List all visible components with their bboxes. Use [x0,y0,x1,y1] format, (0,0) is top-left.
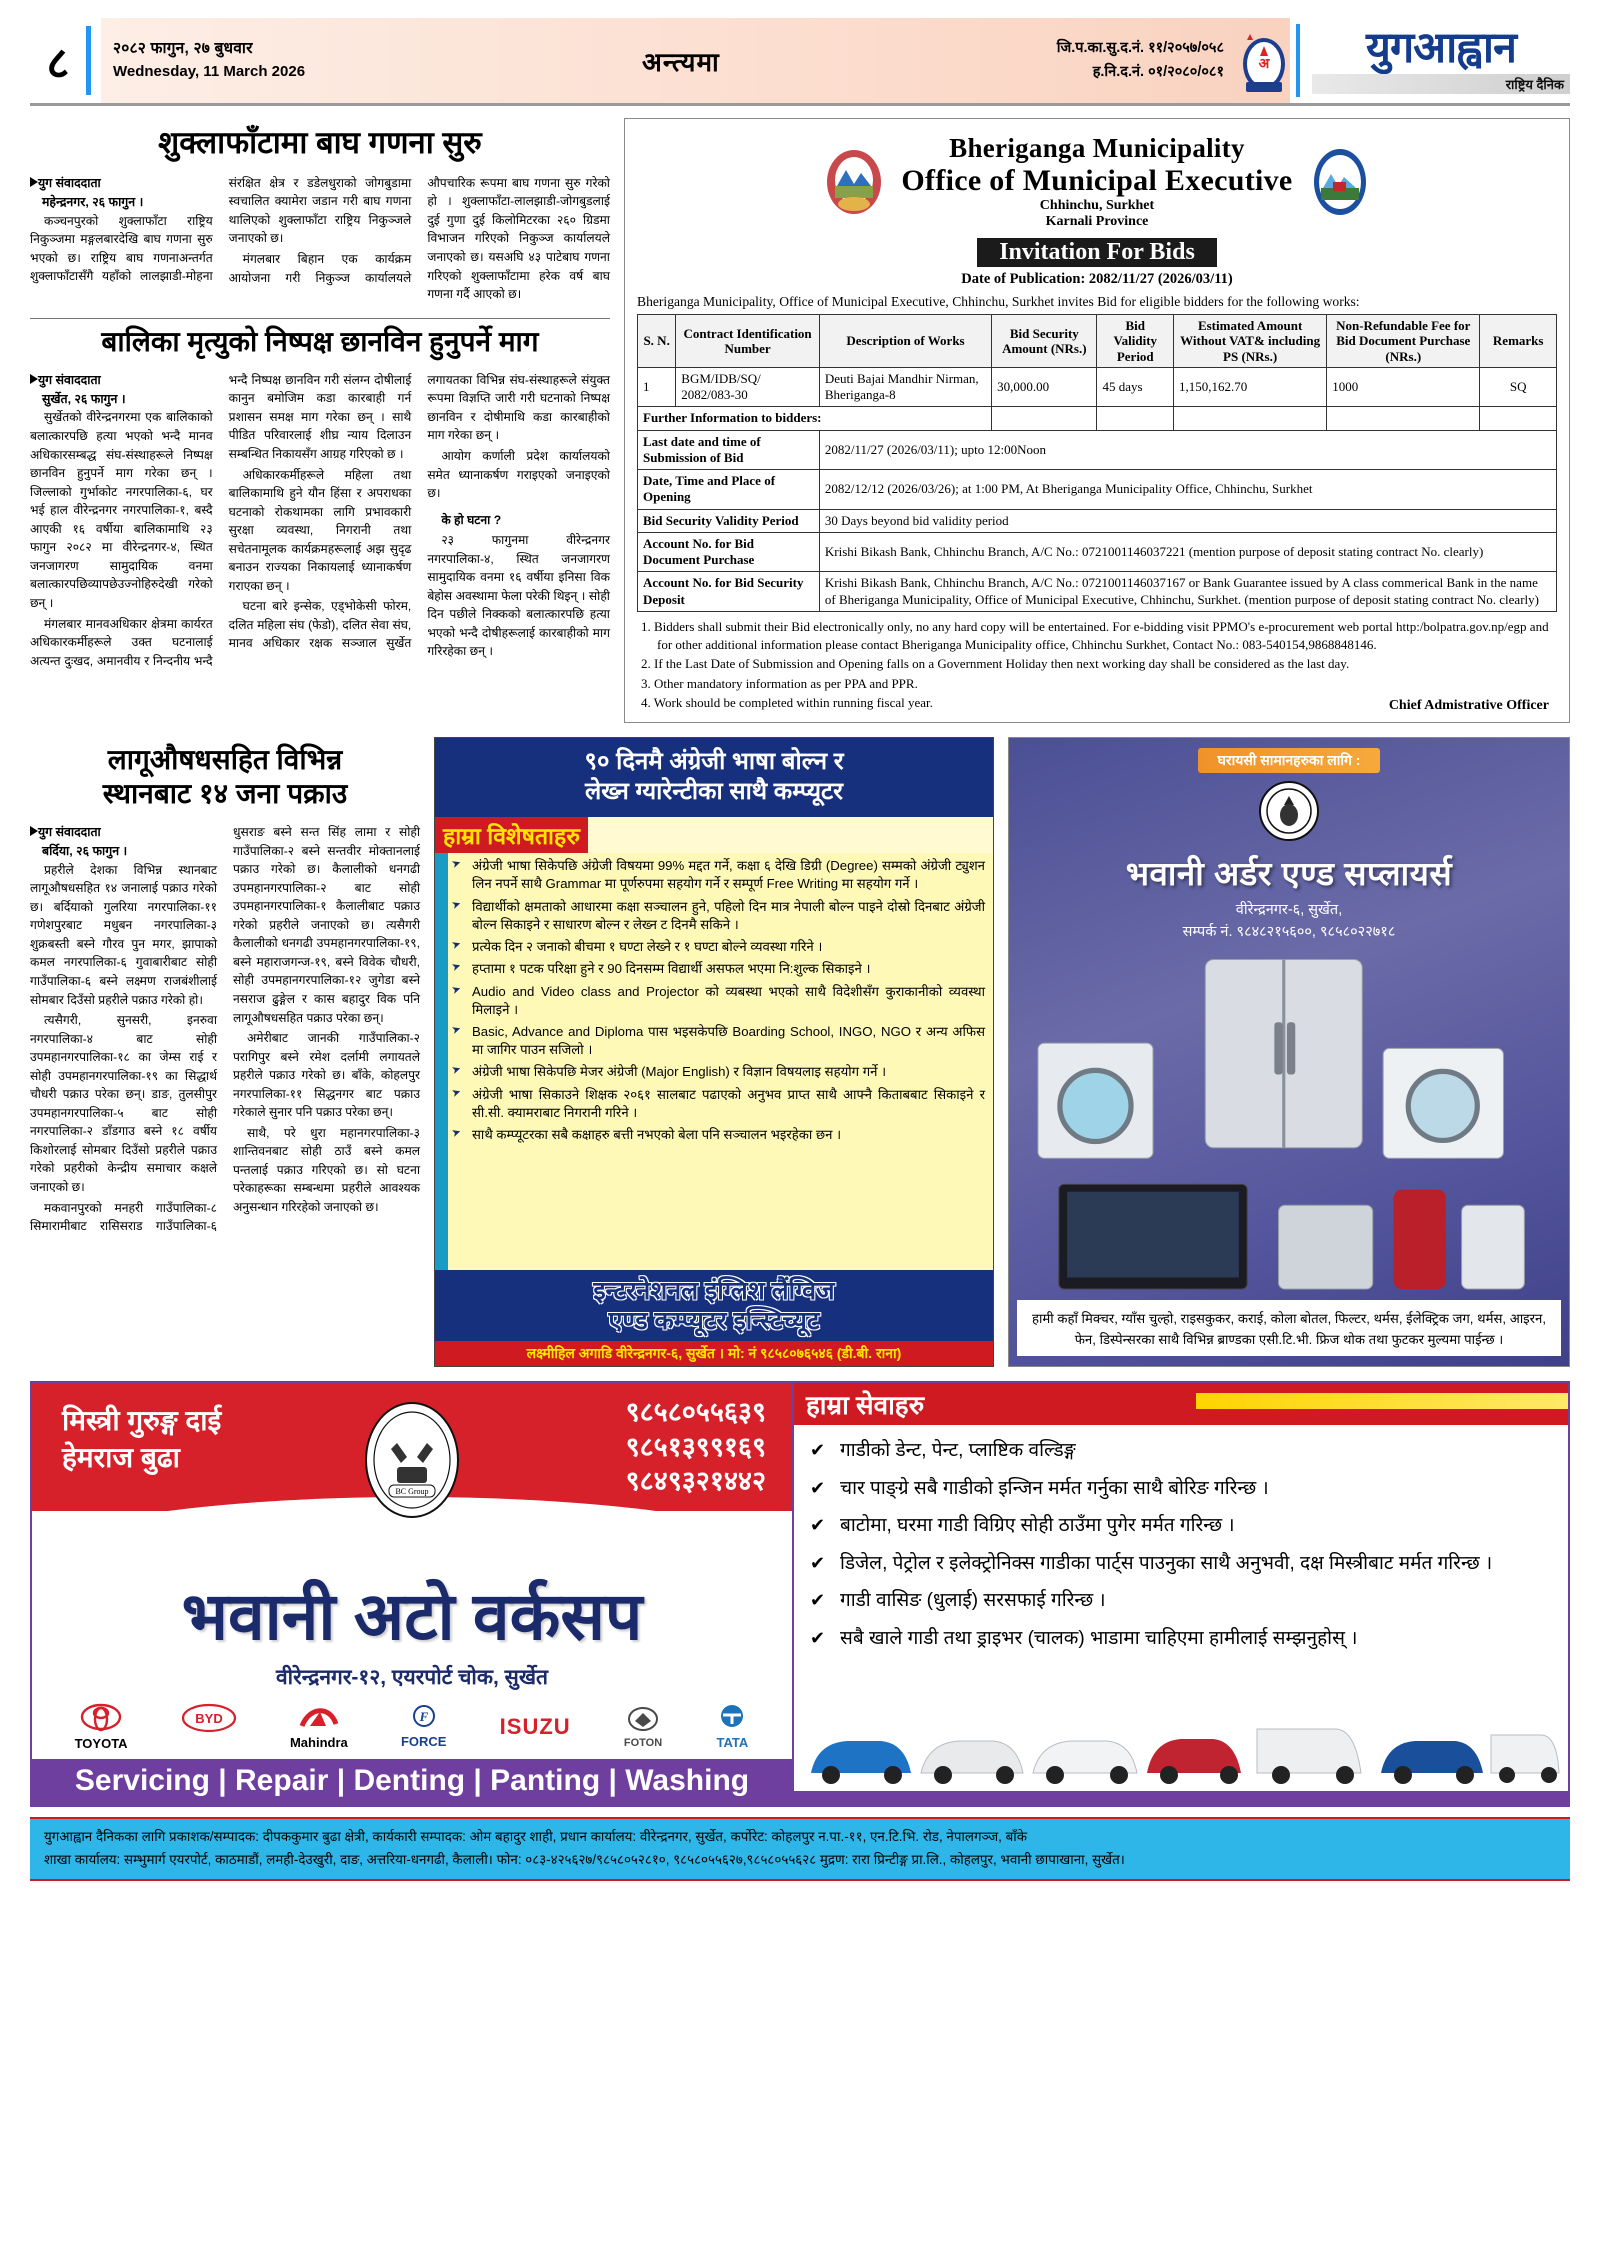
masthead-date [101,38,305,82]
byline-place: सुर्खेत, २६ फागुन । [42,391,126,406]
article-body-drug-arrests [30,823,420,1236]
bhawani-seal-icon [1258,780,1320,842]
byline-place: महेन्द्रनगर, २६ फागुन । [42,194,144,209]
list-item: ➤ हप्तामा १ पटक परिक्षा हुने र 90 दिनसम्म विद्यार्थी असफल भएमा नि:शुल्क सिकाइने । [452,960,985,978]
institute-name-line-2: एण्ड कम्प्यूटर इन्स्टिच्यूट [608,1307,820,1336]
article-drug-arrests [30,737,420,1367]
services-bottom-bar [794,1791,1568,1805]
notice-header [637,133,1557,230]
td-further-info: Further Information to bidders: [638,407,992,430]
brand-logos [32,1703,792,1759]
notice-address: Chhinchu, Surkhet [1039,198,1155,213]
list-item: ➤ अंग्रेजी भाषा सिकाउने शिक्षक २०६१ सालबाट पढाएको अनुभव प्राप्त साथै आफ्नै किताबबाट सिकाइने र सी.सी. क्यामराबाट निगरानी गरिने । [452,1086,985,1122]
paragraph: मकवानपुरको मनहरी गाउँपालिका-८ सिमारामीबाट रासिसराड गाउँपालिका-६ धुसराङ बस्ने सन्त सिंह लामा र सोही गाउँपालिका-२ बस्ने सन्तवीर मोक्तानलाई पक्राउ गरेको छ। कैलालीको धनगढी उपमहानगरपालिका-२ बाट सोही उपमहानगरपालिका-१ कैलालीबाट पक्राउ गरेको प्रहरीले जनाएको छ। त्यसैगरी कैलालीको धनगढी उपमहानगरपालिका-१९, बस्ने महाराजगन्ज-१९, बस्ने विवेक चौधरी, सोही उपमहानगरपालिका-१२ जुगेडा बस्ने नसराज ढुङ्गेल र कास बहादुर विक पनि लागूऔषधसहित पक्राउ परेका छन्। [30,825,420,1234]
list-item: ➤ साथै कम्प्यूटरका सबै कक्षाहरु बत्ती नभएको बेला पनि सञ्चालन भइरहेका छन । [452,1126,985,1144]
td-info-label: Bid Security Validity Period [638,509,820,532]
mechanic-names [62,1403,221,1477]
table-header-row [638,315,1557,368]
th-sn: S. N. [638,315,676,368]
td-info-value: Krishi Bikash Bank, Chhinchu Branch, A/C No.: 0721001146037167 or Bank Guarantee issued by A class commerical Bank in the name of Bheriganga Municipality, Office of Municipal Executive, Chhinchu, Surkhet. (mention purpose of deposit stating contract No. clearly) [819,572,1556,612]
list-item: ✔ सबै खाले गाडी तथा ड्राइभर (चालक) भाडामा चाहिएमा हामीलाई सम्झनुहोस् । [810,1625,1552,1654]
masthead-divider-2 [1296,24,1300,97]
masthead-divider [86,26,91,95]
table-row-further-info [638,407,1557,430]
ad-features-list [435,853,993,1270]
ad-institute-name [435,1270,993,1341]
td-empty [1327,407,1480,430]
press-council-emblem-icon [1238,24,1290,98]
note-item: 3. Other mandatory information as per PPA and PPR. [641,675,918,691]
footer-line-2: शाखा कार्यालय: सम्भुमार्ग एयरपोर्ट, काठमाडौं, लमही-देउखुरी, दाङ, अत्तरिया-धनगढी, कैलाली। फोन: ०८३-४२५६२७/९८५८०५२८१०, ९८५८०५५६२७,९८५८०५५६२८ मुद्रण: रारा प्रिन्टीङ्ग प्रा.लि., कोहलपुर, भवानी छापाखाना, सुर्खेत। [44,1851,1125,1867]
byline-name: युग संवाददाता [38,175,101,190]
auto-workshop-address: वीरेन्द्रनगर-१२, एयरपोर्ट चोक, सुर्खेत [276,1666,548,1690]
table-row [638,572,1557,612]
auto-phone-numbers [626,1395,766,1499]
list-item: ➤ Audio and Video class and Projector को व्यबस्था भएको साथै विदेशीसँग कुराकानीको व्यवस्था मिलाइने । [452,983,985,1019]
note-item: 1. Bidders shall submit their Bid electronically only, no any hard copy will be entertained. For e-bidding visit PPMO's e-procurement web portal http:/bolpatra.gov.np/egp and for other additional information please contact Bheriganga Municipality office, Chhinchu Surkhet, Contact No.: 083-540154,9868848146. [641,618,1549,652]
brand-mahindra [290,1704,348,1750]
th-remarks: Remarks [1480,315,1557,368]
td-empty [1097,407,1174,430]
list-item: ✔ डिजेल, पेट्रोल र इलेक्ट्रोनिक्स गाडीका पार्ट्स पाउनुका साथै अनुभवी, दक्ष मिस्त्रीबाट मर्मत गरिन्छ । [810,1550,1552,1579]
svg-text:BC Group: BC Group [395,1487,429,1497]
article-girl-death-probe [30,325,610,671]
table-row [638,470,1557,510]
th-validity: Bid Validity Period [1097,315,1174,368]
byline-girl-death [30,371,213,409]
ad-institute-address: लक्ष्मीहिल अगाडि वीरेन्द्रनगर-६, सुर्खेत । मो: नं ९८५८०७६५४६ (डी.बी. राना) [435,1341,993,1366]
logo-subtitle: राष्ट्रिय दैनिक [1312,74,1570,94]
auto-ad-left [32,1383,792,1805]
ad-features-badge: हाम्रा विशेषताहरु [435,817,588,853]
news-column-left [30,118,610,723]
list-item: ➤ अंग्रेजी भाषा सिकेपछि मेजर अंग्रेजी (Major English) र विज्ञान विषयलाइ सहयोग गर्ने । [452,1063,985,1081]
table-row [638,367,1557,407]
paragraph: त्यसैगरी, सुनसरी, इनरुवा नगरपालिका-४ बाट सोही उपमहानगरपालिका-१८ का जेम्स राई र सोही उपमहानगरपालिका-१९ का सिद्धार्थ चौधरी पक्राउ परेका छन्। डाङ, तुलसीपुर उपमहानगरपालिका-५ बाट सोही नगरपालिका-२ डाँडगाउ बस्ने १८ वर्षीय किशोरलाई सोमबार दिउँसो प्रहरीले पक्राउ गरेको प्रहरीको केन्द्रीय समाचार कक्षले जनाएको छ। [30,1013,217,1195]
td-info-label: Account No. for Bid Document Purchase [638,532,820,572]
phone-number: ९८५१३९९१६९ [625,1431,766,1462]
brand-byd [181,1703,237,1751]
auto-workshop-seal-icon [363,1401,461,1519]
byline-tiger [30,174,213,212]
triangle-bullet-icon [30,177,38,187]
supplier-address: वीरेन्द्रनगर-६, सुर्खेत, [1235,901,1343,918]
auto-ad-right [792,1383,1568,1805]
td-info-label: Last date and time of Submission of Bid [638,430,820,470]
brand-isuzu [500,1714,571,1740]
auto-services-strip: Servicing | Repair | Denting | Panting | Washing [32,1759,792,1805]
td-bid-security: 30,000.00 [992,367,1097,407]
list-item: ✔ चार पाङ्ग्रे सबै गाडीको इन्जिन मर्मत गर्नुका साथै बोरिङ गरिन्छ । [810,1475,1552,1504]
note-item: 2. If the Last Date of Submission and Opening falls on a Government Holiday then next working day shall be considered as the last day. [641,656,1350,672]
reg-number-1: जि.प.का.सु.द.नं. ११/२०५७/०५८ [1056,40,1224,57]
th-fee: Non-Refundable Fee for Bid Document Purchase (NRs.) [1327,315,1480,368]
svg-text:BYD: BYD [195,1711,223,1727]
paragraph: साथै, परे धुरा महानगरपालिका-३ शान्तिवनबाट सोही ठाउँ बस्ने कमल पन्तलाई पक्राउ गरिएको छ। सो घटना परेकाहरूका सम्बन्धमा प्रहरीले आवश्यक अनुसन्धान गरिरहेको जनाएको छ। [233,1125,420,1214]
brand-label: FOTON [623,1736,663,1749]
list-item: ➤ Basic, Advance and Diploma पास भइसकेपछि Boarding School, INGO, NGO र अन्य अफिस मा जागिर पाउन सजिलो । [452,1023,985,1059]
ad-english-headline [435,738,993,817]
th-description: Description of Works [819,315,991,368]
paragraph: आयोग कर्णाली प्रदेश कार्यालयको समेत ध्यानाकर्षण गराइएको जनाइएको छ। [427,448,610,501]
td-info-label: Date, Time and Place of Opening [638,470,820,510]
brand-toyota [75,1703,128,1751]
paragraph: मंगलबार मानवअधिकार क्षेत्रमा कार्यरत अधिकारकर्मीहरूले उक्त घटनालाई अत्यन्त दुःखद, अमानवीय र निन्दनीय भन्दै भन्दै निष्पक्ष छानविन गरी संलग्न दोषीलाई कानुन बमोजिम कडा कारबाही गर्न प्रशासन समक्ष माग गरेका छन् । साथै पीडित परिवारलाई शीघ्र न्याय दिलाउन सम्बन्धित निकायसँग आग्रह गरिएको छ । [30,372,412,668]
masthead-strip [101,18,1290,103]
phone-number: ९८४९३२१४४२ [625,1466,766,1497]
ad-english-institute[interactable] [434,737,994,1367]
list-item: ✔ गाडीको डेन्ट, पेन्ट, प्लाष्टिक वल्डिङ्ग [810,1437,1552,1466]
supplier-contact: सम्पर्क नं. ९८४८२१५६००, ९८५८०२२७१८ [1182,923,1396,940]
paragraph: सुर्खेतको वीरेन्द्रनगरमा एक बालिकाको बलात्कारपछि हत्या भएको भन्दै मानव अधिकारसम्बद्ध संघ-संस्थाहरूले निष्पक्ष छानविन हुनुपर्ने माग गरेका छन् । जिल्लाको गुर्भाकोट नगरपालिका-६, घर भई हाल वीरेन्द्रनगर नगरपालिका-१, बस्दै आएकी १६ वर्षीया बालिकामाथि २३ फागुन २०८२ मा वीरेन्द्रनगर-४, स्थित जनजागरण सामुदायिक वनमा बलात्कारपछिव्यापछेउज्नोहिरुदेखी गरेको छन् । [30,410,213,610]
paragraph: अधिकारकर्मीहरूले महिला तथा बालिकामाथि हुने यौन हिंसा र अपराधका घटनाको रोकथामका लागि प्रभावकारी सुरक्षा व्यवस्था, निगरानी तथा सचेतनामूलक कार्यक्रमहरूलाई अझ सुदृढ बनाउन राज्यका निकायलाई ध्यानाकर्षण गराएका छन् । [228,467,412,593]
td-contract-id: BGM/IDB/SQ/ 2082/083-30 [676,367,820,407]
headline-line-2: स्थानबाट १४ जना पक्राउ [102,777,348,809]
brand-label: FORCE [400,1734,447,1750]
th-contract-id: Contract Identification Number [676,315,820,368]
td-validity: 45 days [1097,367,1174,407]
table-row [638,509,1557,532]
invitation-for-bids-title: Invitation For Bids [977,238,1217,267]
brand-force [401,1705,447,1749]
triangle-bullet-icon [30,374,38,384]
td-empty [1174,407,1327,430]
notice-intro: Bheriganga Municipality, Office of Municipal Executive, Chhinchu, Surkhet invites Bid for eligible bidders for the following works: [637,294,1360,309]
td-empty [992,407,1097,430]
article-body-girl-death [30,371,610,670]
municipality-seal-icon [1309,146,1371,218]
th-estimated: Estimated Amount Without VAT& including PS (NRs.) [1174,315,1327,368]
newspaper-logo [1312,18,1570,103]
svg-text:अ: अ [1258,56,1270,72]
byline-place: बर्दिया, २६ फागुन । [42,843,128,858]
td-empty [1480,407,1557,430]
appliance-images [1017,949,1561,1294]
paragraph: कञ्चनपुरको शुक्लाफाँटा राष्ट्रिय निकुञ्जमा मङ्गलबारदेखि बाघ गणना सुरु भएको छ। राष्ट्रिय बाघ गणनाअन्तर्गत शुक्लाफाँटासँगै यहाँको लालझाडी-मोहना संरक्षित क्षेत्र र डडेलधुराको जोगबुडामा स्वचालित क्यामेरा जडान गरी बाघ गणना थालिएको शुक्लाफाँटा राष्ट्रिय निकुञ्जले जनाएको छ। [30,175,412,284]
headline-girl-death: बालिका मृत्युको निष्पक्ष छानविन हुनुपर्ने माग [101,325,539,357]
byline-name: युग संवाददाता [38,825,101,840]
table-row [638,532,1557,572]
headline-drug-arrests [30,743,420,811]
td-description: Deuti Bajai Mandhir Nirman, Bheriganga-8 [819,367,991,407]
table-row [638,430,1557,470]
headline-line-1: लागूऔषधसहित विभिन्न [107,743,343,775]
phone-number: ९८५८०५५६३९ [625,1397,766,1428]
list-item: ➤ विद्यार्थीको क्षमताको आधारमा कक्षा सञ्चालन हुने, पहिलो दिन मात्र नेपाली बोल्न पाइने दोस्रो दिनबाट अंग्रेजी बोल्न सिकाइने र साधारण बोल्न र लेख्न ट दिनमै सकिने । [452,898,985,934]
vehicle-images [794,1695,1568,1791]
svg-text:F: F [419,1709,429,1725]
bids-table [637,314,1557,612]
triangle-bullet-icon [30,826,38,836]
ad-bhawani-auto-workshop[interactable] [30,1381,1570,1807]
mechanic-name-2: हेमराज बुढा [62,1442,180,1474]
paragraph: प्रहरीले देशका विभिन्न स्थानबाट लागूऔषधसहित १४ जनालाई पक्राउ गरेको छ। बर्दियाको गुलरिया नगरपालिका-११ गणेशपुरबाट मधुबन नगरपालिका-३ शुक्रबस्ती बस्ने गौरव पुन मगर, झापाको कमल नगरपालिका-६ गुवाबारीबाट सोही गाउँपालिका-६ बस्ने लक्ष्मण राजबंशीलाई सोमबार दिउँसो प्रहरीले पक्राउ गरेको हो। [30,862,217,1007]
ad-headline-line-2: लेख्न ग्यारेन्टीका साथै कम्प्यूटर [585,777,843,805]
date-nepali: २०८२ फागुन, २७ बुधवार [113,40,253,58]
brand-label: ISUZU [499,1714,571,1740]
services-heading: हाम्रा सेवाहरु [794,1383,1568,1425]
td-info-value: 30 Days beyond bid validity period [819,509,1556,532]
paragraph: २३ फागुनमा वीरेन्द्रनगर नगरपालिका-४, स्थित जनजागरण सामुदायिक वनमा १६ वर्षीया इनिसा विक बेहोस अवस्थामा फेला परेकी थिइन् । सोही दिन पछीले निक्कको बलात्कारपछि हत्या भएको भन्दै दोषीहरूलाई कारबाहीको माग गरिरहेका छन् । [427,533,610,659]
mechanic-name-1: मिस्त्री गुरुङ्ग दाई [62,1405,222,1437]
brand-tata [715,1704,749,1750]
logo-title: युगआह्वान [1366,24,1516,72]
tender-notice [624,118,1570,723]
auto-workshop-title: भवानी अटो वर्कसप [181,1579,643,1654]
td-info-value: 2082/12/12 (2026/03/26); at 1:00 PM, At Bheriganga Municipality Office, Chhinchu, Surkhet [819,470,1556,510]
td-info-value: 2082/11/27 (2026/03/11); upto 12:00Noon [819,430,1556,470]
article-body-tiger [30,174,610,304]
registration-numbers [1057,37,1238,83]
ad-household-badge: घरायसी सामानहरुका लागि : [1198,748,1381,773]
notice-province: Karnali Province [1045,214,1149,229]
ad-headline-line-1: ९० दिनमै अंग्रेजी भाषा बोल्न र [584,747,844,775]
byline-name: युग संवाददाता [38,372,101,387]
brand-label: Mahindra [289,1735,348,1751]
publication-date: Date of Publication: 2082/11/27 (2026/03/11) [961,271,1233,287]
td-estimated: 1,150,162.70 [1174,367,1327,407]
list-item: ➤ अंग्रेजी भाषा सिकेपछि अंग्रेजी विषयमा 99% मद्दत गर्ने, कक्षा ६ देखि डिग्री (Degree) सम्मको अंग्रेजी ट्युशन लिन नपर्ने साथै Grammar मा पूर्णरुपमा सहयोग गर्ने र सम्पूर्ण Free Writing मा सहयोग गर्ने । [452,857,985,893]
list-item: ✔ गाडी वासिङ (धुलाई) सरसफाई गरिन्छ । [810,1587,1552,1616]
headline-tiger-census: शुक्लाफाँटामा बाघ गणना सुरु [158,125,482,160]
date-english: Wednesday, 11 March 2026 [113,62,306,80]
supplier-name: भवानी अर्डर एण्ड सप्लायर्स [1125,854,1453,892]
subheading-what-happened: के हो घटना ? [441,512,502,527]
page-footer [30,1817,1570,1881]
section-title: अन्त्यमा [641,46,720,77]
middle-content-area [30,737,1570,1367]
list-item: ➤ प्रत्येक दिन २ जनाको बीचमा १ घण्टा लेख्ने र १ घण्टा बोल्ने व्यवस्था गरिने । [452,938,985,956]
article-divider [30,318,610,319]
notice-signer: Chief Admistrative Officer [1388,697,1549,713]
brand-label: TOYOTA [74,1736,128,1752]
paragraph: घटना बारे इन्सेक, एड्भोकेसी फोरम, दलित महिला संघ (फेडो), दलित सेवा संघ, मानव अधिकार रक्षक सञ्जाल सुर्खेत लगायतका विभिन्न संघ-संस्थाहरूले संयुक्त रूपमा विज्ञप्ति जारी गरी घटनाको निष्पक्ष छानविन र दोषीमाथि कडा कारबाहीको माग गरेका छन् । [228,372,610,651]
page-number: ८ [46,38,70,88]
article-tiger-census [30,124,610,304]
td-remarks: SQ [1480,367,1557,407]
paragraph: अमेरीबाट जानकी गाउँपालिका-२ परागिपुर बस्ने रमेश दर्लामी लगायतले प्रहरीले पक्राउ गरेको छ। बाँके, कोहलपुर नगरपालिका-११ सिद्धनगर बाट पक्राउ गरेकाले सुनार पनि पक्राउ परेका छन्। [233,1031,420,1120]
notice-municipality: Bheriganga Municipality [949,133,1245,163]
masthead [30,18,1570,106]
byline-drug-arrests [30,823,217,861]
td-sn: 1 [638,367,676,407]
paragraph: मंगलबार बिहान एक कार्यक्रम आयोजना गरी निकुञ्ज कार्यालयले औपचारिक रूपमा बाघ गणना सुरु गरेको हो । शुक्लाफाँटा-लालझाडी-जोगबुडलाई दुई गुणा दुई किलोमिटरका २६० ग्रिडमा विभाजन गरिएको निकुञ्ज कार्यालयले जनाएको छ। यसअघि ४३ पाटेबाघ गणना गरिएको शुक्लाफाँटामा हरेक वर्ष बाघ गणना गर्दै आएको छ। [228,175,610,302]
reg-number-2: ह.नि.द.नं. ०१/२०८०/०८१ [1092,63,1224,80]
td-info-value: Krishi Bikash Bank, Chhinchu Branch, A/C No.: 0721001146037221 (mention purpose of deposit stating contract No. clearly) [819,532,1556,572]
td-fee: 1000 [1327,367,1480,407]
notice-office: Office of Municipal Executive [901,164,1293,197]
note-item: 4. Work should be completed within running fiscal year. [641,695,933,711]
nepal-emblem-icon [823,146,885,218]
td-info-label: Account No. for Bid Security Deposit [638,572,820,612]
th-bid-security: Bid Security Amount (NRs.) [992,315,1097,368]
notice-titles [901,133,1292,230]
ad-bhawani-suppliers[interactable] [1008,737,1570,1367]
supplier-products-text: हामी कहाँ मिक्चर, ग्याँस चुल्हो, राइसकुकर, कराई, कोला बोतल, फिल्टर, थर्मस, ईलेक्ट्रिक जग, थर्मस, आइरन, फेन, डिस्पेन्सरका साथै विभिन्न ब्राण्डका एसी.टि.भी. फ्रिज थोक तथा फुटकर मुल्यमा पाईन्छ । [1017,1300,1561,1356]
list-item: ✔ बाटोमा, घरमा गाडी विग्रिए सोही ठाउँमा पुगेर मर्मत गरिन्छ । [810,1512,1552,1541]
top-content-area [30,118,1570,723]
services-list [794,1425,1568,1695]
footer-line-1: युगआह्वान दैनिकका लागि प्रकाशक/सम्पादक: दीपककुमार बुढा क्षेत्री, कार्यकारी सम्पादक: ओम बहादुर शाही, प्रधान कार्यालय: वीरेन्द्रनगर, सुर्खेत, कर्पोरेट: कोहलपुर न.पा.-११, एन.टि.भि. रोड, नेपालगञ्ज, बाँके [44,1829,1027,1845]
brand-foton [624,1706,662,1749]
brand-label: TATA [716,1735,749,1751]
institute-name-line-1: इन्टरनेशनल इंग्लिश लैंग्विज [593,1277,835,1306]
